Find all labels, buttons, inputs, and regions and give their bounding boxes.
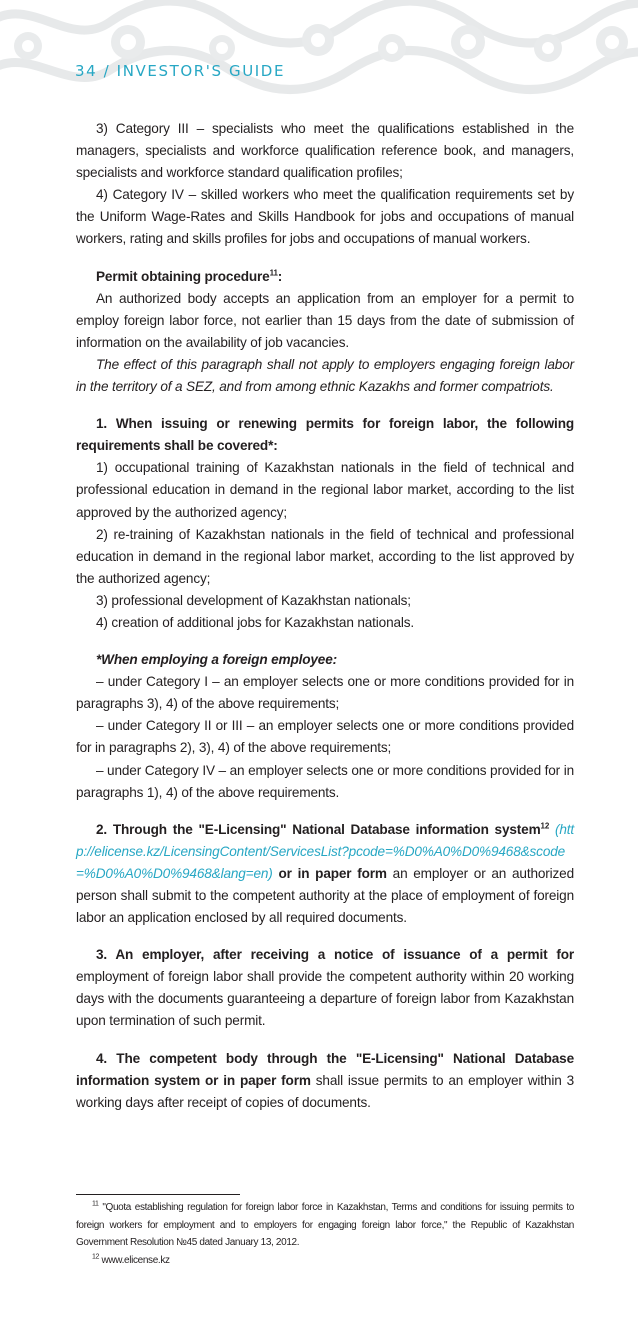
- footnote-12-link[interactable]: www.elicense.kz: [101, 1254, 170, 1266]
- requirement-3: 3) professional development of Kazakhstan nationals;: [96, 592, 411, 608]
- permit-exception-note: The effect of this paragraph shall not apply to employers engaging foreign labor in the territory of a SEZ, and from among ethnic Kazakhs and former compatriots.: [76, 356, 574, 395]
- permit-procedure-paragraph: An authorized body accepts an application from an employer for a permit to employ foreign labor force, not earlier than 15 days from the date of submission of information on the availability of job vacancies.: [76, 290, 574, 350]
- footnote-11-number: 11: [92, 1200, 99, 1208]
- step-3-paragraph: [76, 944, 574, 1032]
- footnote-ref-12[interactable]: 12: [540, 821, 550, 831]
- requirement-1: 1) occupational training of Kazakhstan nationals in the field of technical and professional education in demand in the regional labor market, according to the list approved by the authorized agency;: [76, 460, 574, 520]
- step-2-lead: 2. Through the "E-Licensing" National Database information system: [96, 821, 541, 837]
- condition-category-4: – under Category IV – an employer selects one or more conditions provided for in paragraphs 1), 4) of the above requirements.: [76, 762, 574, 800]
- footnote-12: [76, 1252, 574, 1270]
- step-2-paper-form: or in paper form: [278, 865, 387, 881]
- step-4-lead: 4. The competent body through the "E-Licensing" National Database information system or in paper form: [76, 1050, 574, 1088]
- foreign-employee-heading: *When employing a foreign employee:: [96, 652, 337, 668]
- header-ornament-band: [0, 0, 638, 95]
- elicense-services-link[interactable]: (http://elicense.kz/LicensingContent/ServicesList?pcode=%D0%A0%D0%9468&scode=%D0%A0%D0%9468&lang=en): [76, 821, 574, 881]
- step-2-rest: an employer or an authorized person shall submit to the competent authority at the place of employment of foreign labor an application enclosed by all required documents.: [76, 865, 574, 926]
- requirement-4: 4) creation of additional jobs for Kazakhstan nationals.: [96, 614, 415, 630]
- footnote-ref-11[interactable]: 11: [269, 268, 278, 278]
- footnote-11: [76, 1199, 574, 1252]
- step-2-paragraph: [76, 819, 574, 929]
- footnote-divider: [76, 1194, 240, 1195]
- step-4-paragraph: [76, 1048, 574, 1114]
- requirement-2: 2) re-training of Kazakhstan nationals in the field of technical and professional education in demand in the regional labor market, according to the list approved by the authorized agency;: [76, 526, 574, 586]
- condition-category-2-3: – under Category II or III – an employer selects one or more conditions provided for in paragraphs 2), 3), 4) of the above requirements;: [76, 718, 574, 756]
- footnote-11-text: "Quota establishing regulation for foreign labor force in Kazakhstan, Terms and conditions for issuing permits to foreign workers for employment and to employers for engaging foreign labor force," the Republic of Kazakhstan Government Resolution №45 dated January 13, 2012.: [76, 1202, 574, 1248]
- step-3-rest: employment of foreign labor shall provide the competent authority within 20 working days with the documents guaranteeing a departure of foreign labor from Kazakhstan upon termination of such permit.: [76, 969, 574, 1029]
- requirements-heading: 1. When issuing or renewing permits for foreign labor, the following requirements shall be covered*:: [76, 416, 574, 454]
- condition-category-1: – under Category I – an employer selects one or more conditions provided for in paragraphs 3), 4) of the above requirements;: [76, 674, 574, 712]
- permit-procedure-colon: :: [277, 268, 283, 284]
- category-3-paragraph: 3) Category III – specialists who meet the qualifications established in the managers, specialists and workforce qualification reference book, and managers, specialists and workforce standard qualification profiles;: [76, 121, 574, 181]
- permit-procedure-title: Permit obtaining procedure: [96, 268, 270, 284]
- step-4-rest: shall issue permits to an employer within 3 working days after receipt of copies of documents.: [76, 1072, 574, 1110]
- running-head: 34 / INVESTOR'S GUIDE: [75, 62, 286, 80]
- permit-procedure-heading: [76, 266, 574, 288]
- footnote-12-number: 12: [92, 1253, 100, 1261]
- footnotes: [76, 1199, 574, 1269]
- step-3-lead: 3. An employer, after receiving a notice of issuance of a permit for: [96, 947, 574, 963]
- page-body: [76, 118, 574, 1114]
- category-4-paragraph: 4) Category IV – skilled workers who meet the qualification requirements set by the Uniform Wage-Rates and Skills Handbook for jobs and occupations of manual workers, rating and skills profiles for jobs and occupations of manual workers.: [76, 187, 574, 247]
